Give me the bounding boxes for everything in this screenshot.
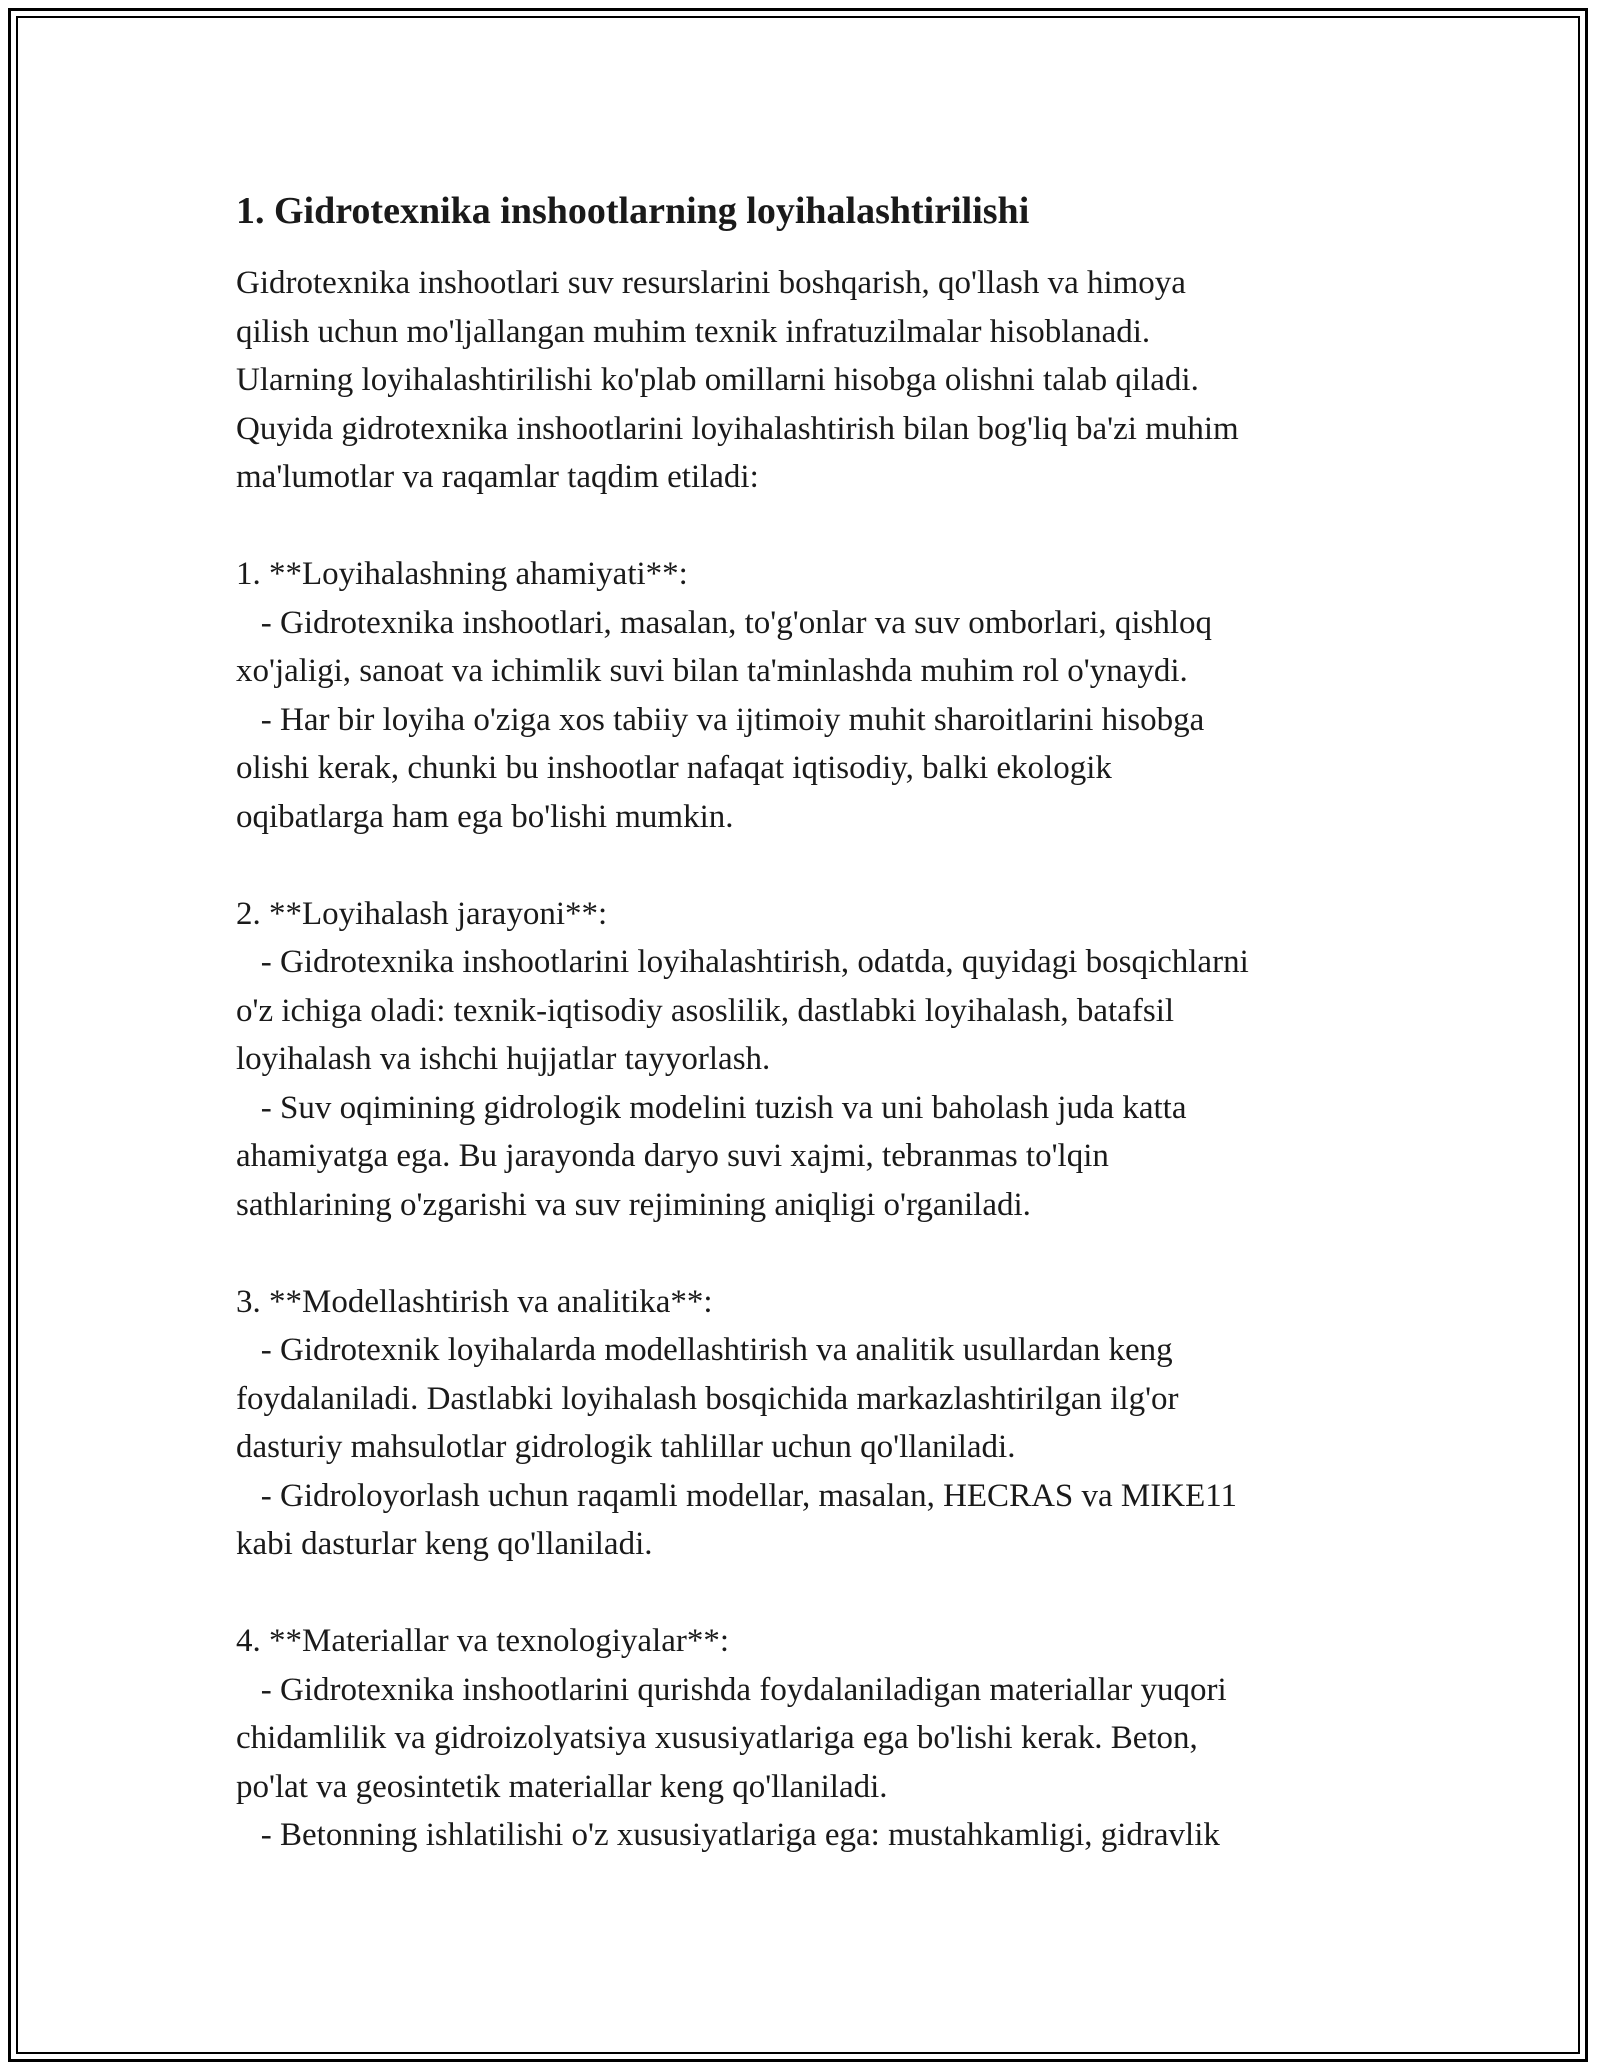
section-line: - Betonning ishlatilishi o'z xususiyatlariga ega: mustahkamligi, gidravlik (236, 1817, 1220, 1853)
section-line: kabi dasturlar keng qo'llaniladi. (236, 1526, 653, 1562)
section-line: dasturiy mahsulotlar gidrologik tahlillar uchun qo'llaniladi. (236, 1429, 1016, 1465)
section-line: chidamlilik va gidroizolyatsiya xususiyatlariga ega bo'lishi kerak. Beton, (236, 1720, 1198, 1756)
section-line: - Gidrotexnika inshootlarini loyihalashtirish, odatda, quyidagi bosqichlarni (236, 944, 1249, 980)
intro-line: Ularning loyihalashtirilishi ko'plab omillarni hisobga olishni talab qiladi. (236, 362, 1199, 398)
document-title: 1. Gidrotexnika inshootlarning loyihalashtirilishi (236, 190, 1030, 232)
section-3 (236, 1278, 1396, 1569)
intro-paragraph (236, 259, 1396, 502)
paragraph-gap (236, 502, 1396, 551)
section-4 (236, 1617, 1396, 1860)
section-line: oqibatlarga ham ega bo'lishi mumkin. (236, 798, 734, 835)
section-heading: 4. **Materiallar va texnologiyalar**: (236, 1623, 730, 1659)
paragraph-gap (236, 1229, 1396, 1278)
section-line: - Gidrotexnika inshootlari, masalan, to'g'onlar va suv omborlari, qishloq (236, 604, 1213, 641)
section-line: ahamiyatga ega. Bu jarayonda daryo suvi xajmi, tebranmas to'lqin (236, 1138, 1109, 1174)
intro-line: ma'lumotlar va raqamlar taqdim etiladi: (236, 459, 759, 495)
section-heading: 2. **Loyihalash jarayoni**: (236, 895, 608, 932)
section-line: foydalaniladi. Dastlabki loyihalash bosqichida markazlashtirilgan ilg'or (236, 1380, 1179, 1417)
section-1 (236, 550, 1396, 841)
intro-line: qilish uchun mo'ljallangan muhim texnik infratuzilmalar hisoblanadi. (236, 313, 1151, 350)
intro-line: Gidrotexnika inshootlari suv resurslarini boshqarish, qo'llash va himoya (236, 265, 1186, 301)
section-line: olishi kerak, chunki bu inshootlar nafaqat iqtisodiy, balki ekologik (236, 750, 1112, 786)
document-body (236, 183, 1396, 1860)
section-line: xo'jaligi, sanoat va ichimlik suvi bilan ta'minlashda muhim rol o'ynaydi. (236, 653, 1188, 689)
paragraph-gap (236, 841, 1396, 890)
intro-line: Quyida gidrotexnika inshootlarini loyihalashtirish bilan bog'liq ba'zi muhim (236, 410, 1239, 447)
section-line: o'z ichiga oladi: texnik-iqtisodiy asoslilik, dastlabki loyihalash, batafsil (236, 992, 1175, 1029)
section-line: - Suv oqimining gidrologik modelini tuzish va uni baholash juda katta (236, 1089, 1187, 1126)
paragraph-gap (236, 1569, 1396, 1618)
section-line: loyihalash va ishchi hujjatlar tayyorlash. (236, 1041, 771, 1077)
section-line: - Gidroloyorlash uchun raqamli modellar, masalan, HECRAS va MIKE11 (236, 1477, 1238, 1514)
section-line: - Har bir loyiha o'ziga xos tabiiy va ijtimoiy muhit sharoitlarini hisobga (236, 701, 1205, 738)
section-line: - Gidrotexnik loyihalarda modellashtirish va analitik usullardan keng (236, 1332, 1173, 1368)
section-line: po'lat va geosintetik materiallar keng qo'llaniladi. (236, 1768, 888, 1805)
section-heading: 1. **Loyihalashning ahamiyati**: (236, 556, 688, 592)
section-line: sathlarining o'zgarishi va suv rejimining aniqligi o'rganiladi. (236, 1186, 1031, 1223)
section-line: - Gidrotexnika inshootlarini qurishda foydalaniladigan materiallar yuqori (236, 1671, 1227, 1708)
section-heading: 3. **Modellashtirish va analitika**: (236, 1283, 713, 1320)
section-2 (236, 890, 1396, 1230)
